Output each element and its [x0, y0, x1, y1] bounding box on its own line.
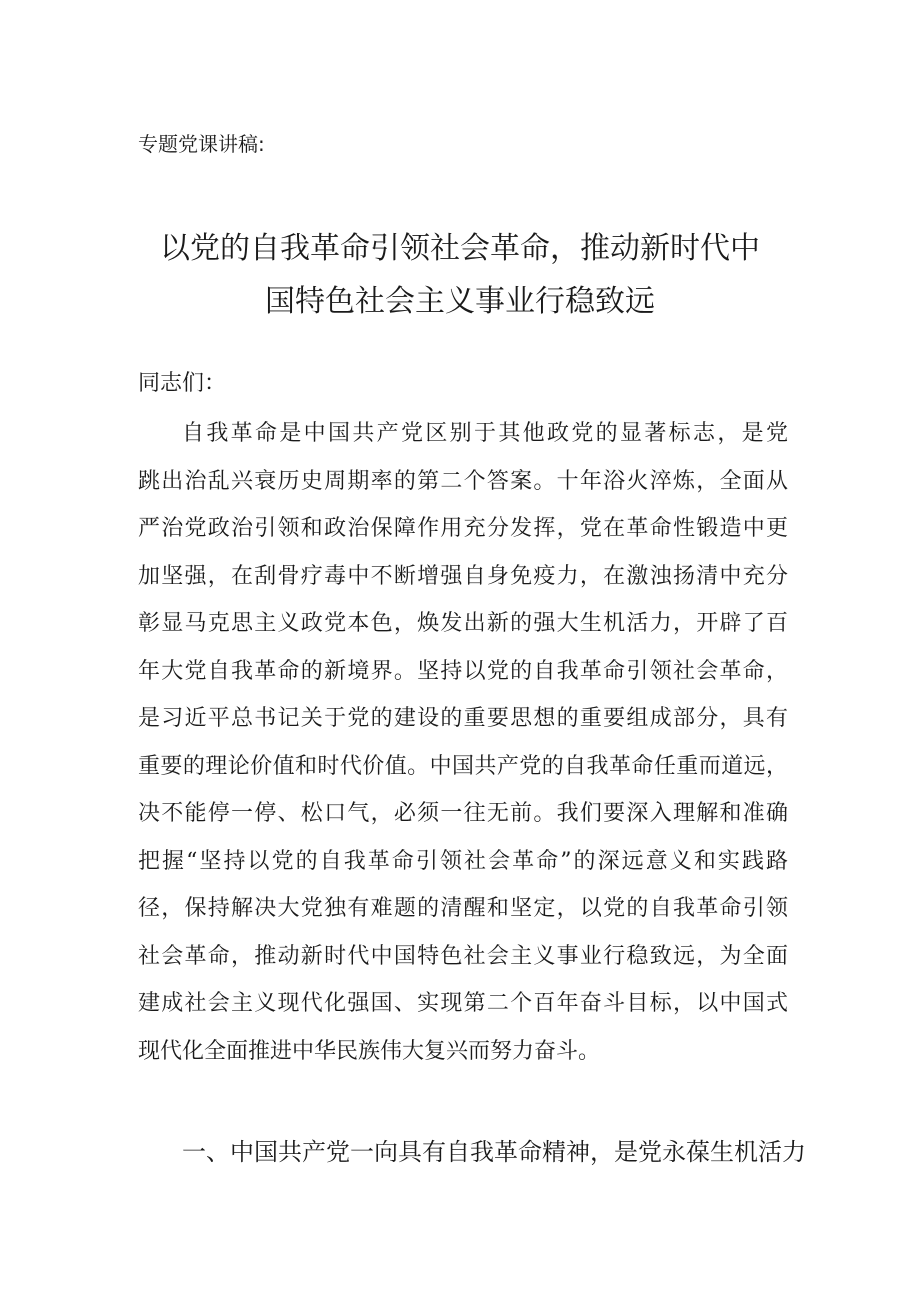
paragraph-line: 加坚强，在刮骨疗毒中不断增强自身免疫力，在激浊扬清中充分 — [138, 563, 788, 589]
paragraph-line: 径，保持解决大党独有难题的清醒和坚定，以党的自我革命引领 — [138, 896, 788, 921]
paragraph-line: 彰显马克思主义政党本色，焕发出新的强大生机活力，开辟了百 — [138, 611, 788, 636]
document-label: 专题党课讲稿: — [138, 132, 265, 156]
title-line: 国特色社会主义事业行稳致远 — [265, 284, 655, 319]
paragraph-line: 现代化全面推进中华民族伟大复兴而努力奋斗。 — [138, 1038, 601, 1064]
title-line: 以党的自我革命引领社会革命，推动新时代中 — [160, 231, 760, 266]
paragraph-line: 决不能停一停、松口气，必须一往无前。我们要深入理解和准确 — [138, 801, 788, 826]
document-title — [100, 222, 820, 328]
paragraph-line: 严治党政治引领和政治保障作用充分发挥，党在革命性锻造中更 — [138, 516, 788, 541]
paragraph-line: 自我革命是中国共产党区别于其他政党的显著标志，是党 — [182, 421, 788, 446]
paragraph-line: 年大党自我革命的新境界。坚持以党的自我革命引领社会革命， — [138, 658, 788, 684]
paragraph-line: 重要的理论价值和时代价值。中国共产党的自我革命任重而道远， — [138, 753, 788, 779]
paragraph-line: 是习近平总书记关于党的建设的重要思想的重要组成部分，具有 — [138, 706, 788, 731]
paragraph-line: 把握“坚持以党的自我革命引领社会革命”的深远意义和实践路 — [138, 848, 788, 874]
paragraph-line: 建成社会主义现代化强国、实现第二个百年奋斗目标，以中国式 — [138, 991, 788, 1016]
body-paragraph — [138, 410, 798, 1075]
section-heading: 一、中国共产党一向具有自我革命精神，是党永葆生机活力 — [182, 1138, 806, 1166]
paragraph-line: 社会革命，推动新时代中国特色社会主义事业行稳致远，为全面 — [138, 943, 788, 969]
paragraph-line: 跳出治乱兴衰历史周期率的第二个答案。十年浴火淬炼，全面从 — [138, 468, 788, 494]
salutation: 同志们： — [138, 371, 227, 396]
